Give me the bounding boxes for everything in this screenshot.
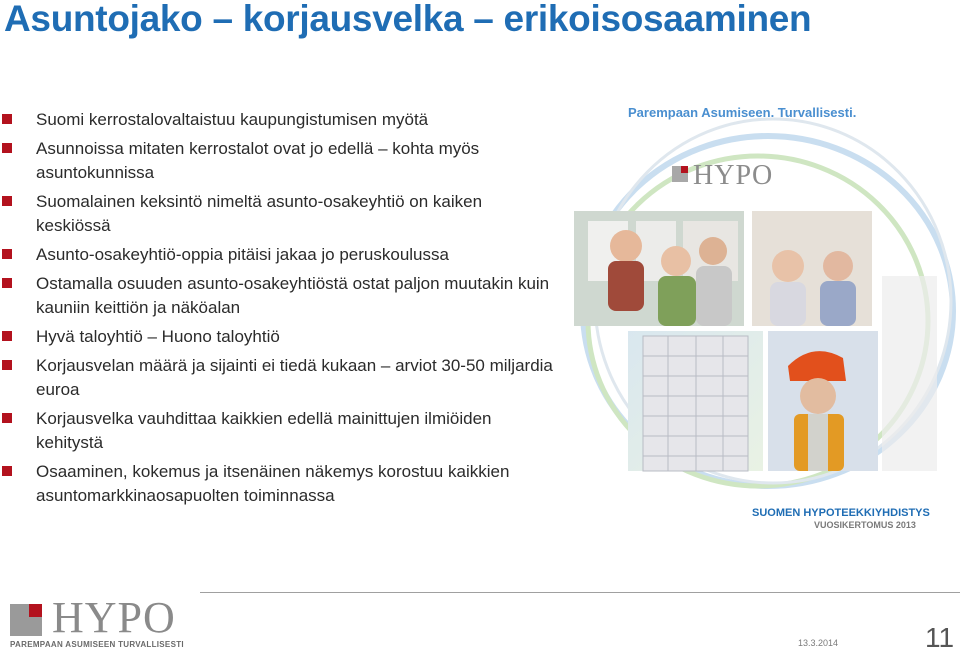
bullet-item xyxy=(0,460,560,508)
page-number: 11 xyxy=(925,622,955,653)
bullet-square-icon xyxy=(2,278,12,288)
cover-tagline: Parempaan Asumiseen. Turvallisesti. xyxy=(628,105,857,120)
bullet-square-icon xyxy=(2,143,12,153)
bullet-text: Suomi kerrostalovaltaistuu kaupungistumisen myötä xyxy=(36,110,429,129)
bullet-item xyxy=(0,108,560,132)
bullet-text: Osaaminen, kokemus ja itsenäinen näkemys korostuu kaikkien asuntomarkkinaosapuolten toiminnassa xyxy=(36,462,510,505)
hypo-logo-icon xyxy=(10,604,42,636)
cover-logo-text: HYPO xyxy=(693,160,774,191)
bullet-square-icon xyxy=(2,196,12,206)
slide-title: Asuntojako – korjausvelka – erikoisosaaminen xyxy=(4,0,812,39)
bullet-text: Korjausvelan määrä ja sijainti ei tiedä kukaan – arviot 30-50 miljardia euroa xyxy=(36,356,553,399)
footer-divider xyxy=(200,592,960,593)
bullet-square-icon xyxy=(2,114,12,124)
bullet-item xyxy=(0,137,560,185)
bullet-text: Asunnoissa mitaten kerrostalot ovat jo edellä – kohta myös asuntokunnissa xyxy=(36,139,480,182)
footer-logo-text: HYPO xyxy=(52,593,176,642)
bullet-square-icon xyxy=(2,331,12,341)
footer-date: 13.3.2014 xyxy=(798,638,839,648)
bullet-text: Asunto-osakeyhtiö-oppia pitäisi jakaa jo peruskoulussa xyxy=(36,245,449,264)
bullet-item xyxy=(0,354,560,402)
footer-tagline: PAREMPAAN ASUMISEEN TURVALLISESTI xyxy=(10,640,184,649)
bullet-item xyxy=(0,325,560,349)
cover-report-title: VUOSIKERTOMUS 2013 xyxy=(814,520,916,530)
bullet-square-icon xyxy=(2,466,12,476)
bullet-text: Hyvä taloyhtiö – Huono taloyhtiö xyxy=(36,327,280,346)
bullet-item xyxy=(0,407,560,455)
bullet-text: Korjausvelka vauhdittaa kaikkien edellä mainittujen ilmiöiden kehitystä xyxy=(36,409,492,452)
bullet-item xyxy=(0,243,560,267)
bullet-square-icon xyxy=(2,413,12,423)
bullet-text: Suomalainen keksintö nimeltä asunto-osakeyhtiö on kaiken keskiössä xyxy=(36,192,483,235)
bullet-item xyxy=(0,272,560,320)
bullet-list xyxy=(0,108,560,513)
bullet-square-icon xyxy=(2,360,12,370)
cover-organization: SUOMEN HYPOTEEKKIYHDISTYS xyxy=(752,507,930,519)
bullet-item xyxy=(0,190,560,238)
bullet-text: Ostamalla osuuden asunto-osakeyhtiöstä ostat paljon muutakin kuin kauniin keittiön ja näköalan xyxy=(36,274,550,317)
cover-logo-icon xyxy=(672,166,688,182)
bullet-square-icon xyxy=(2,249,12,259)
